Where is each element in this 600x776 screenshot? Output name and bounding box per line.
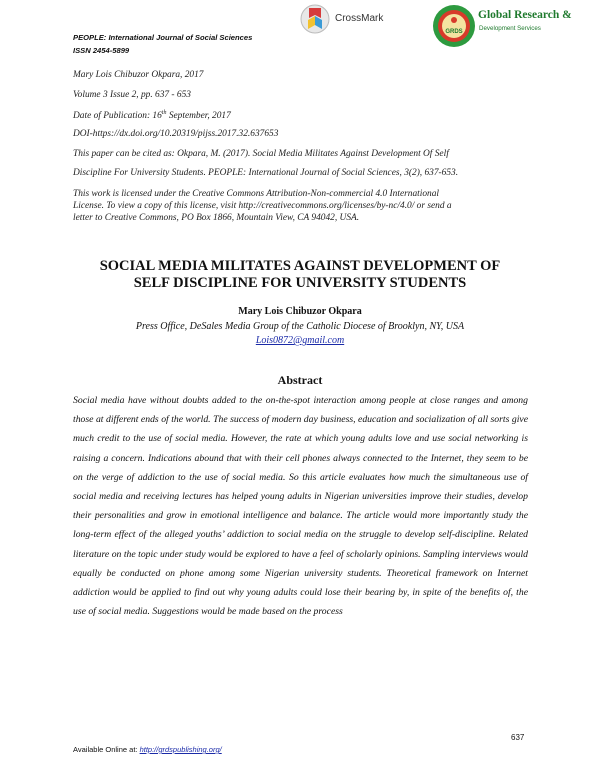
- license-line-3: letter to Creative Commons, PO Box 1866, Mountain View, CA 94042, USA.: [73, 213, 360, 223]
- crossmark-label: CrossMark: [335, 13, 384, 24]
- grds-seal-icon: [432, 4, 476, 48]
- footer: [73, 745, 222, 754]
- doi-link[interactable]: DOI-https://dx.doi.org/10.20319/pijss.2017.32.637653: [73, 129, 279, 139]
- journal-issn: ISSN 2454-5899: [73, 46, 130, 55]
- available-label: Available Online at:: [73, 745, 140, 754]
- license-line-1: This work is licensed under the Creative Commons Attribution-Non-commercial 4.0 International: [73, 189, 440, 199]
- publisher-logo: [432, 4, 600, 50]
- author-email-link[interactable]: Lois0872@gmail.com: [255, 335, 345, 346]
- publisher-url-link[interactable]: http://grdspublishing.org/: [139, 745, 222, 754]
- svg-text:GRDS: GRDS: [445, 29, 463, 35]
- volume-pages: Volume 3 Issue 2, pp. 637 - 653: [73, 90, 191, 100]
- crossmark-badge[interactable]: [300, 4, 400, 36]
- publisher-name: Global Research &: [478, 9, 572, 21]
- article-title: [60, 258, 540, 292]
- author-name: Mary Lois Chibuzor Okpara: [238, 306, 362, 317]
- citation-line-1: This paper can be cited as: Okpara, M. (2017). Social Media Militates Against Development Of Self: [73, 149, 449, 159]
- page-number: 637: [511, 733, 525, 742]
- abstract-heading: Abstract: [277, 373, 323, 387]
- citation-line-2: Discipline For University Students. PEOPLE: International Journal of Social Sciences, 3(2), 637-653.: [73, 168, 459, 178]
- license-line-2: License. To view a copy of this license, visit http://creativecommons.org/licenses/by-nc/4.0/ or send a: [73, 201, 452, 211]
- title-line-2: SELF DISCIPLINE FOR UNIVERSITY STUDENTS: [133, 275, 467, 291]
- author-affiliation: Press Office, DeSales Media Group of the Catholic Diocese of Brooklyn, NY, USA: [135, 321, 465, 332]
- author-year: Mary Lois Chibuzor Okpara, 2017: [73, 70, 204, 80]
- journal-header: [73, 31, 252, 57]
- title-line-1: SOCIAL MEDIA MILITATES AGAINST DEVELOPMENT OF: [99, 258, 501, 274]
- journal-name: PEOPLE: International Journal of Social Sciences: [73, 33, 253, 42]
- publication-date: Date of Publication: 16th September, 2017: [73, 110, 231, 122]
- crossmark-icon: [300, 4, 330, 34]
- abstract-text: Social media have without doubts added to the on-the-spot interaction among people at close ranges and among those at different ends of the world. The success of modern day business, education and socialization of all sorts give much credit to the use of social media. However, the rate at which young adults love and use social networking is raising a concern. Indications abound that with their cell phones always connected to the Internet, they seem to be on the verge of addiction to the use of social media. So this article evaluates how much the simultaneous use of social media and receiving lectures has helped young adults in Nigerian universities improve their studies, develop their personalities and grow in emotional intelligence and balance. The article would more importantly study the long-term effect of the alleged youths’ addiction to social media on the struggle to develop self-discipline. Related literature on the topic under study would be explored to have a feel of scholarly opinions. Sampling interviews would equally be conducted on phone among some Nigerian university students. Theoretical framework on Internet addiction would be applied to find out why young adults could lose their bearing by, in spite of the benefits of, the use of social media. Suggestions would be made based on the process: [73, 395, 528, 618]
- publisher-subtitle: Development Services: [479, 25, 541, 32]
